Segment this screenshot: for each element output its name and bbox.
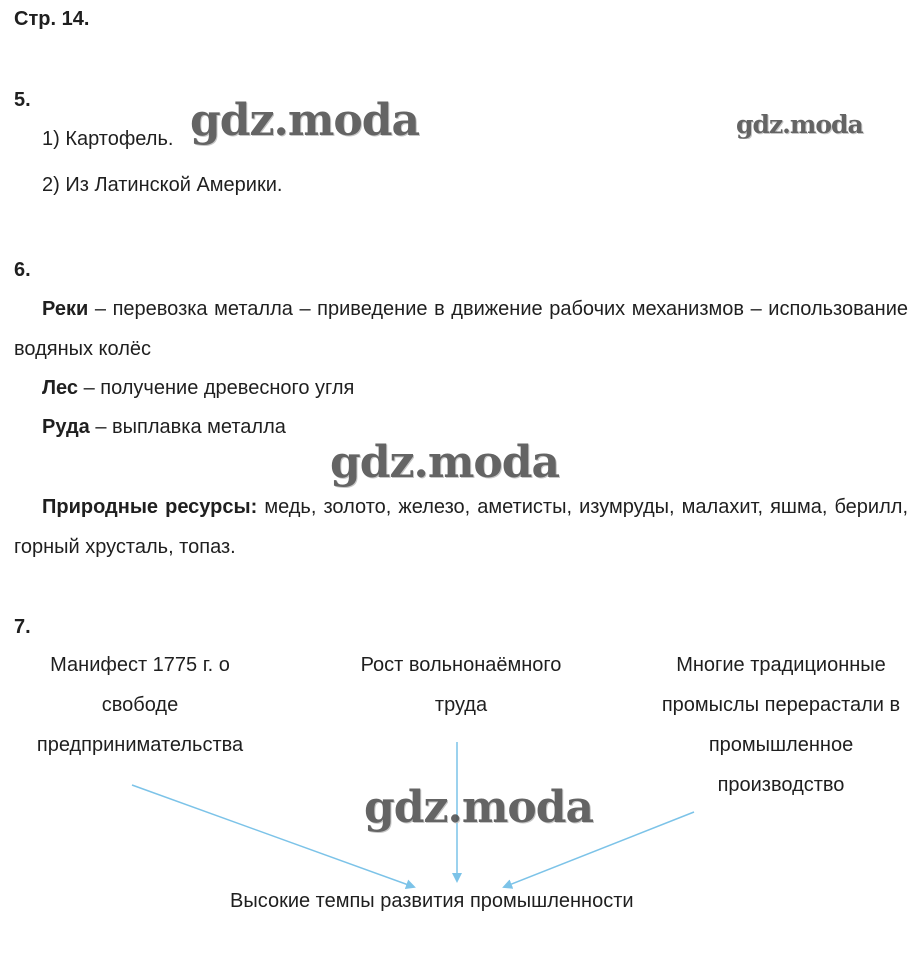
task5-item1: 1) Картофель. xyxy=(42,128,174,150)
task6-number: 6. xyxy=(14,259,31,281)
task5-item2: 2) Из Латинской Америки. xyxy=(42,174,283,196)
ore-term: Руда xyxy=(42,416,90,438)
watermark-2: gdz.moda xyxy=(736,110,863,139)
resources-term: Природные ресурсы: xyxy=(42,496,258,518)
rivers-text: – перевозка металла – приведение в движение рабочих механизмов – использование водяных колёс xyxy=(14,298,908,360)
ore-text: – выплавка металла xyxy=(89,416,286,438)
result-box: Высокие темпы развития промышленности xyxy=(230,890,634,912)
task5-number: 5. xyxy=(14,89,31,111)
watermark-1: gdz.moda xyxy=(190,95,420,146)
cause-hired-labor: Рост вольнонаёмного труда xyxy=(360,654,562,716)
forest-term: Лес xyxy=(42,377,79,399)
rivers-term: Реки xyxy=(42,298,89,320)
cause-manifest: Манифест 1775 г. о свободе предпринимательства xyxy=(36,654,244,756)
resources-text: медь, золото, железо, аметисты, изумруды, малахит, яшма, берилл, горный хрусталь, топаз. xyxy=(14,496,908,558)
forest-text: – получение древесного угля xyxy=(78,377,355,399)
watermark-4: gdz.moda xyxy=(364,782,594,833)
page-label: Стр. 14. xyxy=(14,8,90,30)
task7-number: 7. xyxy=(14,616,31,638)
watermark-3: gdz.moda xyxy=(330,437,560,488)
cause-crafts: Многие традиционные промыслы перерастали в промышленное производство xyxy=(661,654,901,796)
